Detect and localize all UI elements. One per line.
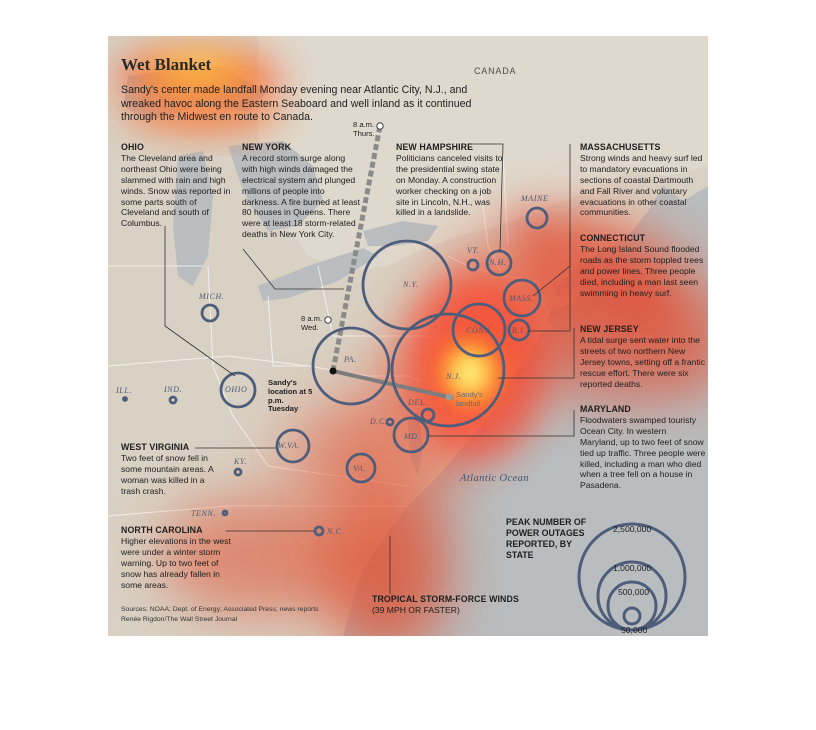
state-label-ny: N.Y. [403,280,419,289]
marker-label-tuesday: Sandy's location at 5 p.m. Tuesday [268,378,313,414]
tropical-winds-heading: TROPICAL STORM-FORCE WINDS [372,594,519,604]
annotation-text: A tidal surge sent water into the streets of two northern New Jersey towns, setting off a frantic rescue effort. There were six reported deaths. [580,334,705,389]
state-label-conn: CONN. [466,326,493,335]
state-label-pa: PA. [344,355,357,364]
annotation-heading: OHIO [121,142,144,152]
state-label-ill: ILL. [116,386,132,395]
source-line: Sources: NOAA; Dept. of Energy; Associated Press; news reports [121,606,319,613]
annotation-heading: NORTH CAROLINA [121,525,203,535]
annotation-text: A record storm surge along with high winds damaged the electrical system and plunged millions of people into darkness. A fire burned at least 80 houses in Queens. There were at least 18 storm-related deaths in New York City. [242,152,360,240]
annotation-heading: NEW JERSEY [580,324,639,334]
state-label-nc: N.C. [327,527,345,536]
state-label-md: MD. [404,432,421,441]
storm-map [108,36,708,636]
state-label-wva: W.VA. [278,441,301,450]
marker-label-thurs: 8 a.m. Thurs. [353,120,375,138]
annotation-text: Higher elevations in the west were under a winter storm warning. Up to two feet of snow has already fallen in some areas. [121,535,231,590]
state-label-va: VA. [353,464,366,473]
page-subtitle: Sandy's center made landfall Monday evening near Atlantic City, N.J., and wreaked havoc along the Eastern Seaboard and well inland as it continued through the Midwest en route to Canada. [121,84,472,124]
label-canada: CANADA [474,66,517,76]
annotation-west-virginia [121,442,226,497]
state-label-ohio: OHIO [225,385,248,394]
annotation-text: Two feet of snow fell in some mountain areas. A woman was killed in a trash crash. [121,452,214,496]
annotation-new-jersey [580,324,706,389]
state-label-mass: MASS. [509,294,534,303]
annotation-text: Politicians canceled visits to the presidential swing state on Monday. A construction worker checking on a job site in Lincoln, N.H., was killed in a landslide. [396,152,503,218]
annotation-massachusetts [580,142,706,218]
legend-label-500000: 500,000 [618,587,650,597]
annotation-text: Strong winds and heavy surf led to mandatory evacuations in sections of coastal Dartmouth and Fall River and voluntary evacuations in other coastal communities. [580,152,703,218]
annotation-text: Floodwaters swamped touristy Ocean City. In western Maryland, up to two feet of snow tied up traffic. Three people were killed, including a man who died when a tree fell on a house in Pasadena. [580,414,706,491]
state-label-dc: D.C. [370,417,388,426]
annotation-new-hampshire [396,142,506,218]
state-label-nh: N.H. [489,258,507,267]
label-atlantic-ocean: Atlantic Ocean [460,473,529,484]
tropical-winds-sublabel: (39 MPH OR FASTER) [372,604,460,615]
tropical-winds-label [372,594,532,616]
annotation-connecticut [580,233,706,298]
annotation-north-carolina [121,525,233,590]
marker-landfall [446,394,453,401]
annotation-text: The Cleveland area and northeast Ohio were being slammed with rain and high winds. Snow was reported in some parts south of Cleveland and south of Columbus. [121,152,231,229]
state-label-nj: N.J. [446,372,462,381]
credit-line: Renée Rigdon/The Wall Street Journal [121,616,238,623]
legend-label-1000000: 1,000,000 [613,563,652,573]
annotation-new-york [242,142,360,240]
state-label-vt: VT. [467,246,480,255]
legend-label-50000: 50,000 [621,625,648,635]
marker-label-wed: 8 a.m. Wed. [301,314,323,332]
state-label-del: DEL. [408,398,428,407]
state-label-ky: KY. [234,457,247,466]
annotation-text: The Long Island Sound flooded roads as the storm toppled trees and power lines. Three people died, including a man last seen swimming in heavy surf. [580,243,704,298]
annotation-maryland [580,404,706,491]
state-label-mich: MICH. [199,292,225,301]
annotation-heading: MARYLAND [580,404,631,414]
marker-tuesday [330,368,337,375]
annotation-heading: CONNECTICUT [580,233,646,243]
state-label-tenn: TENN. [191,509,217,518]
page-title: Wet Blanket [121,55,212,74]
state-label-ri: R.I. [512,326,526,335]
marker-label-landfall: Sandy's landfall [456,390,483,408]
annotation-ohio [121,142,236,229]
state-label-ind: IND. [164,385,183,394]
annotation-heading: NEW HAMPSHIRE [396,142,474,152]
annotation-heading: MASSACHUSETTS [580,142,661,152]
annotation-heading: WEST VIRGINIA [121,442,190,452]
legend-title: PEAK NUMBER OF POWER OUTAGES REPORTED, BY STATE [506,517,587,560]
annotation-heading: NEW YORK [242,142,292,152]
legend-label-2500000: 2,500,000 [613,524,652,534]
state-label-maine: MAINE [521,194,549,203]
